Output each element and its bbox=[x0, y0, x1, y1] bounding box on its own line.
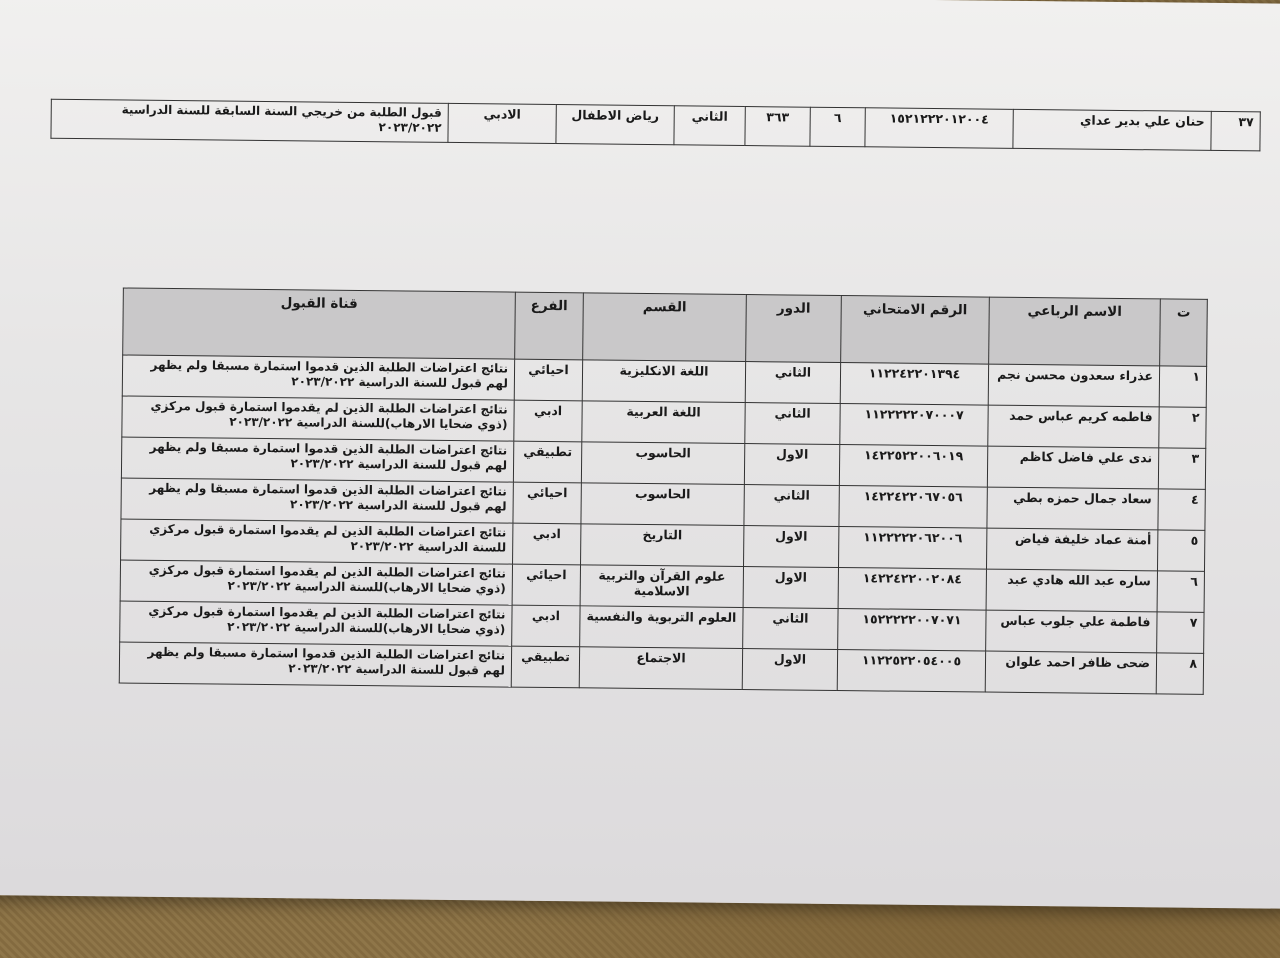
admission-channel: نتائج اعتراضات الطلبة الذين قدموا استمارة مسبقا ولم يظهر لهم قبول للسنة الدراسية ٢٠٢٣/٢٠٢٢ bbox=[121, 437, 513, 482]
round: الاول bbox=[742, 649, 837, 691]
department: الاجتماع bbox=[579, 647, 742, 690]
department: اللغة الانكليزية bbox=[582, 360, 745, 403]
table-row bbox=[51, 99, 1260, 151]
header-round: الدور bbox=[746, 295, 842, 363]
row-number: ٢ bbox=[1159, 407, 1206, 448]
exam-number: ١٤٢٢٥٢٢٠٠٦٠١٩ bbox=[839, 445, 987, 488]
exam-number: ١١٢٢٤٢٢٠١٣٩٤ bbox=[840, 363, 988, 406]
cell-value: ٦ bbox=[810, 107, 865, 147]
student-name: فاطمه كريم عباس حمد bbox=[988, 405, 1159, 448]
cell-value: ٣٦٣ bbox=[745, 107, 810, 147]
row-number: ٣٧ bbox=[1211, 111, 1260, 151]
round: الثاني bbox=[745, 362, 840, 404]
branch: تطبيقي bbox=[511, 646, 579, 688]
department: رياض الاطفال bbox=[556, 105, 674, 145]
student-name: ضحى ظافر احمد علوان bbox=[985, 651, 1156, 694]
round: الثاني bbox=[745, 403, 840, 445]
previous-table-row bbox=[50, 99, 1260, 152]
round: الثاني bbox=[674, 106, 745, 146]
exam-number: ١٥٢١٢٢٢٠١٢٠٠٤ bbox=[865, 108, 1013, 149]
branch: احيائي bbox=[512, 564, 580, 606]
student-name: ندى علي فاضل كاظم bbox=[987, 446, 1158, 489]
exam-number: ١٤٢٢٤٢٢٠٦٧٠٥٦ bbox=[839, 486, 987, 529]
row-number: ٤ bbox=[1158, 489, 1205, 530]
student-name: حنان علي بدير عداي bbox=[1013, 109, 1211, 150]
branch: احيائي bbox=[514, 359, 582, 401]
exam-number: ١١٢٢٢٢٢٠٦٢٠٠٦ bbox=[838, 527, 986, 570]
exam-number: ١١٢٢٥٢٢٠٥٤٠٠٥ bbox=[837, 650, 985, 693]
exam-number: ١٥٢٢٢٢٢٠٠٧٠٧١ bbox=[838, 609, 986, 652]
department: التاريخ bbox=[581, 524, 744, 567]
student-name: أمنة عماد خليفة فياض bbox=[986, 528, 1157, 571]
student-name: عذراء سعدون محسن نجم bbox=[988, 364, 1159, 407]
student-name: ساره عبد الله هادي عبد bbox=[986, 569, 1157, 612]
branch: الادبي bbox=[448, 103, 556, 143]
branch: احيائي bbox=[513, 482, 581, 524]
branch: ادبي bbox=[513, 523, 581, 565]
header-department: القسم bbox=[583, 293, 747, 362]
header-num: ت bbox=[1160, 299, 1208, 366]
row-number: ٣ bbox=[1158, 448, 1205, 489]
admission-channel: نتائج اعتراضات الطلبة الذين لم يقدموا استمارة قبول مركزي (ذوي ضحايا الارهاب)للسنة الدراسية ٢٠٢٣/٢٠٢٢ bbox=[122, 396, 514, 441]
admission-channel: قبول الطلبة من خريجي السنة السابقة للسنة الدراسية ٢٠٢٣/٢٠٢٢ bbox=[51, 99, 448, 142]
department: الحاسوب bbox=[581, 483, 744, 526]
admission-channel: نتائج اعتراضات الطلبة الذين لم يقدموا استمارة قبول مركزي (ذوي ضحايا الارهاب)للسنة الدراسية ٢٠٢٣/٢٠٢٢ bbox=[120, 601, 512, 646]
header-row bbox=[123, 288, 1208, 366]
branch: تطبيقي bbox=[513, 441, 581, 483]
round: الثاني bbox=[743, 608, 838, 650]
student-name: فاطمة علي جلوب عباس bbox=[986, 610, 1157, 653]
admission-channel: نتائج اعتراضات الطلبة الذين لم يقدموا استمارة قبول مركزي للسنة الدراسية ٢٠٢٣/٢٠٢٢ bbox=[121, 519, 513, 564]
admission-channel: نتائج اعتراضات الطلبة الذين قدموا استمارة مسبقا ولم يظهر لهم قبول للسنة الدراسية ٢٠٢٣/٢٠٢٢ bbox=[121, 478, 513, 523]
round: الاول bbox=[744, 526, 839, 568]
department: العلوم التربوية والنفسية bbox=[580, 606, 743, 649]
round: الاول bbox=[744, 444, 839, 486]
row-number: ٦ bbox=[1157, 571, 1204, 612]
row-number: ٨ bbox=[1156, 653, 1203, 694]
branch: ادبي bbox=[512, 605, 580, 647]
department: علوم القرآن والتربية الاسلامية bbox=[580, 565, 743, 608]
row-number: ١ bbox=[1159, 366, 1206, 407]
admission-channel: نتائج اعتراضات الطلبة الذين لم يقدموا استمارة قبول مركزي (ذوي ضحايا الارهاب)للسنة الدراسية ٢٠٢٣/٢٠٢٢ bbox=[120, 560, 512, 605]
department: اللغة العربية bbox=[582, 401, 745, 444]
header-channel: قناة القبول bbox=[123, 288, 516, 359]
admission-channel: نتائج اعتراضات الطلبة الذين قدموا استمارة مسبقا ولم يظهر لهم قبول للسنة الدراسية ٢٠٢٣/٢٠٢٢ bbox=[122, 355, 514, 400]
header-name: الاسم الرباعي bbox=[989, 297, 1161, 366]
round: الثاني bbox=[744, 485, 839, 527]
header-exam-number: الرقم الامتحاني bbox=[841, 296, 990, 365]
row-number: ٥ bbox=[1157, 530, 1204, 571]
branch: ادبي bbox=[514, 400, 582, 442]
student-name: سعاد جمال حمزه بطي bbox=[987, 487, 1158, 530]
row-number: ٧ bbox=[1157, 612, 1204, 653]
header-branch: الفرع bbox=[515, 292, 584, 360]
exam-number: ١١٢٢٢٢٢٠٧٠٠٠٧ bbox=[840, 404, 988, 447]
admission-channel: نتائج اعتراضات الطلبة الذين قدموا استمارة مسبقا ولم يظهر لهم قبول للسنة الدراسية ٢٠٢٣/٢٠٢٢ bbox=[119, 642, 511, 687]
round: الاول bbox=[743, 567, 838, 609]
department: الحاسوب bbox=[581, 442, 744, 485]
exam-number: ١٤٢٢٤٢٢٠٠٢٠٨٤ bbox=[838, 568, 986, 611]
results-table bbox=[119, 288, 1208, 695]
